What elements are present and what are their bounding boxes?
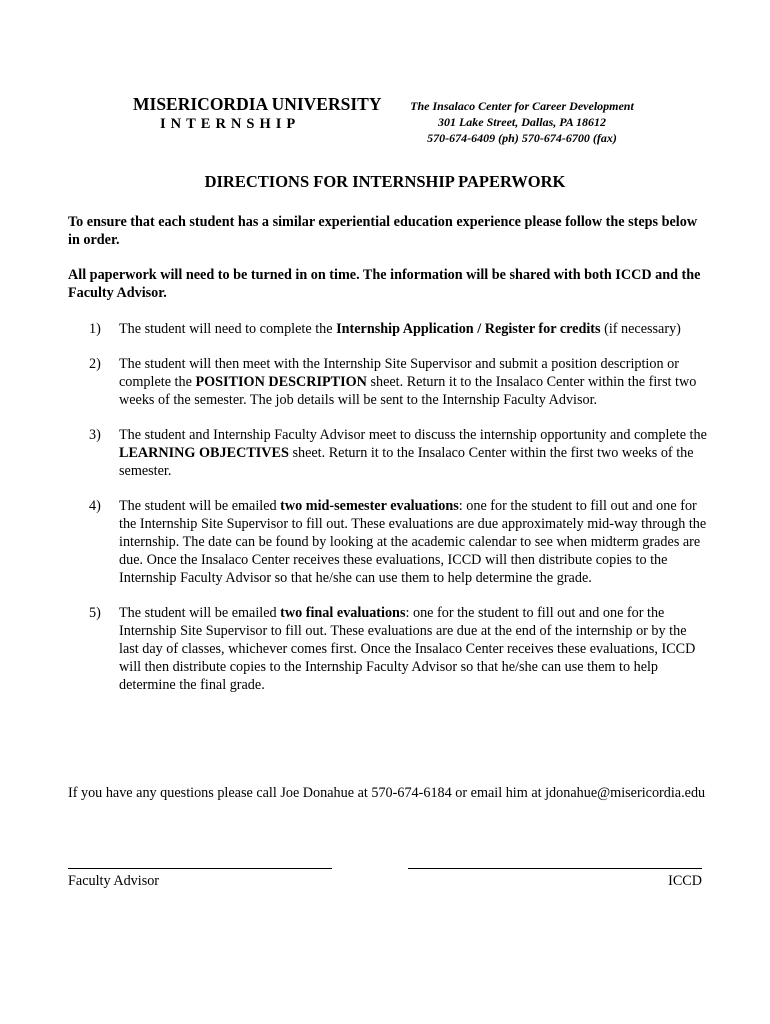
center-info — [397, 98, 647, 146]
step-item-3 — [68, 426, 708, 480]
step-text: The student will be emailed — [119, 605, 281, 621]
step-text: The student will need to complete the — [119, 321, 337, 337]
document-title: DIRECTIONS FOR INTERNSHIP PAPERWORK — [204, 172, 566, 191]
iccd-label: ICCD — [668, 873, 702, 889]
step-bold-text: two final evaluations — [280, 605, 406, 621]
steps-list — [68, 320, 708, 711]
step-item-1 — [68, 320, 708, 338]
step-text: The student will then meet with the Internship Site Supervisor and submit a position description or complete the — [119, 356, 679, 390]
step-text: The student will be emailed — [119, 498, 281, 514]
step-number: 1) — [89, 321, 101, 337]
step-number: 5) — [89, 605, 101, 621]
center-address: 301 Lake Street, Dallas, PA 18612 — [437, 115, 607, 129]
center-phone-fax: 570-674-6409 (ph) 570-674-6700 (fax) — [427, 131, 617, 145]
step-number: 3) — [89, 427, 101, 443]
iccd-signature-line[interactable] — [408, 868, 702, 869]
step-bold-text: POSITION DESCRIPTION — [195, 374, 367, 390]
step-text: (if necessary) — [600, 321, 681, 337]
step-bold-text: two mid-semester evaluations — [280, 498, 459, 514]
intro-paragraph-2: All paperwork will need to be turned in on time. The information will be shared with both ICCD and the Faculty Advisor. — [68, 267, 701, 301]
step-item-5 — [68, 604, 708, 694]
step-bold-text: Internship Application / Register for credits — [336, 321, 601, 337]
step-text: : one for the student to fill out and one for the Internship Site Supervisor to fill out. These evaluations are due approximately mid-way through the internship. The date can be found by looking at the academic calendar to see when midterm grades are due. Once the Insalaco Center receives these evaluations, ICCD will then distribute copies to the Internship Faculty Advisor so that he/she can use them to help determine the grade. — [119, 498, 707, 586]
center-name: The Insalaco Center for Career Development — [410, 99, 634, 113]
step-text: : one for the student to fill out and one for the Internship Site Supervisor to fill out. These evaluations are due at the end of the internship or by the last day of classes, whichever comes first. Once the Insalaco Center receives these evaluations, ICCD will then distribute copies to the Internship Faculty Advisor so that he/she can use them to help determine the final grade. — [119, 605, 696, 693]
intro-paragraph-1: To ensure that each student has a similar experiential education experience please follow the steps below in order. — [68, 214, 698, 248]
step-text: sheet. Return it to the Insalaco Center within the first two weeks of the semester. The job details will be sent to the Internship Faculty Advisor. — [119, 374, 697, 408]
step-item-4 — [68, 497, 708, 587]
step-number: 4) — [89, 498, 101, 514]
faculty-advisor-label: Faculty Advisor — [68, 873, 160, 889]
step-text: The student and Internship Faculty Advisor meet to discuss the internship opportunity and complete the — [119, 427, 707, 443]
faculty-advisor-signature-line[interactable] — [68, 868, 332, 869]
internship-subtitle: INTERNSHIP — [160, 116, 301, 132]
contact-paragraph: If you have any questions please call Joe Donahue at 570-674-6184 or email him at jdonahue@misericordia.edu — [68, 785, 706, 801]
step-item-2 — [68, 355, 708, 409]
step-number: 2) — [89, 356, 101, 372]
university-name: MISERICORDIA UNIVERSITY — [133, 94, 382, 114]
step-text: sheet. Return it to the Insalaco Center within the first two weeks of the semester. — [119, 445, 694, 479]
step-bold-text: LEARNING OBJECTIVES — [119, 445, 289, 461]
